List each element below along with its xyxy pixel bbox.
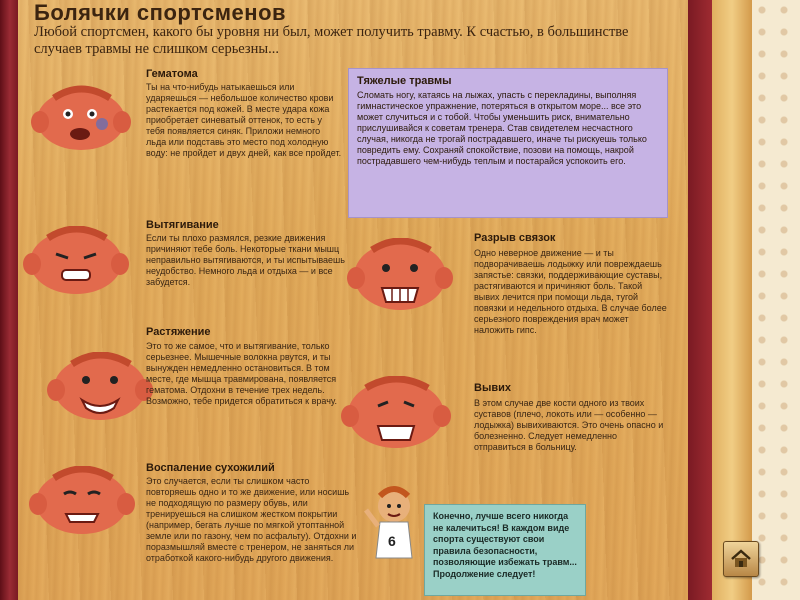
right-pattern-band bbox=[752, 0, 800, 600]
tendon-text: Это случается, если ты слишком часто повторяешь одно и то же движение, или носишь не подходящую по размеру обувь, или тренируешься на слишком жестком покрытии (например, бегать лучше по мягкой утоптанной земле или по газону, чем по асфальту). Отдохни и поразмышляй вместе с тренером, не заняться ли отработкой какого-нибудь другого движения. bbox=[146, 476, 357, 563]
right-decorative-strip bbox=[688, 0, 800, 600]
face-illustration-stretch bbox=[18, 226, 130, 298]
sprain-heading: Растяжение bbox=[146, 326, 211, 338]
serious-injuries-heading: Тяжелые травмы bbox=[357, 75, 452, 87]
face-illustration-dislocation bbox=[336, 376, 454, 456]
stretch-heading: Вытягивание bbox=[146, 219, 219, 231]
dislocation-text: В этом случае две кости одного из твоих суставов (плечо, локоть или — особенно — лодыжка) вывихиваются. Это очень опасно и болезненно. Следует немедленно отправиться в больницу. bbox=[474, 398, 664, 452]
kid-jersey-number: 6 bbox=[388, 533, 396, 549]
home-button[interactable] bbox=[723, 541, 759, 577]
right-border-band bbox=[688, 0, 712, 600]
conclusion-note-box bbox=[424, 504, 586, 596]
tendon-heading: Воспаление сухожилий bbox=[146, 462, 275, 474]
dislocation-heading: Вывих bbox=[474, 382, 511, 394]
left-frame-border bbox=[0, 0, 18, 600]
serious-injuries-text: Сломать ногу, катаясь на лыжах, упасть с перекладины, выполняя гимнастическое упражнение, потеряться в открытом море... все это может случиться и с тобой. Чтобы уменьшить риск, внимательно прислушивайся к советам тренера. Став свидетелем несчастного случая, никогда не трогай пострадавшего, иначе ты рискуешь только повредить ему. Сохраняй спокойствие, позови на помощь, накрой пострадавшего чем-нибудь теплым и постарайся успокоить его. bbox=[357, 90, 647, 166]
tendon-text-top bbox=[146, 476, 358, 564]
ligament-text: Одно неверное движение — и ты подворачиваешь лодыжку или повреждаешь запястье: связки, поддерживающие суставы, растягиваются и причиняют боль. Такой вывих лечится при помощи льда, тугой повязки и недельного отдыха. В случае более серьезного повреждения врач может наложить гипс. bbox=[474, 248, 667, 335]
page-title: Болячки спортсменов bbox=[34, 0, 287, 25]
sprain-text: Это то же самое, что и вытягивание, только серьезнее. Мышечные волокна рвутся, и ты вынужден немедленно остановиться. В том месте, где мышца травмирована, появляется гематома. Отдохни в течение трех недель. Возможно, тебе придется обратиться к врачу. bbox=[146, 341, 337, 406]
right-gold-band bbox=[712, 0, 752, 600]
slide-page bbox=[18, 0, 688, 600]
hematoma-text: Ты на что-нибудь натыкаешься или ударяешься — небольшое количество крови растекается под кожей. В месте удара кожа приобретает синеватый оттенок, то есть у тебя появляется синяк. Приложи немного льда или подставь это место под холодную воду: не пройдет и двух дней, как все пройдет. bbox=[146, 82, 342, 158]
serious-injuries-box bbox=[348, 68, 668, 218]
face-illustration-sprain bbox=[42, 352, 154, 426]
hematoma-heading: Гематома bbox=[146, 68, 198, 80]
face-illustration-tendon bbox=[24, 466, 136, 538]
ligament-heading: Разрыв связок bbox=[474, 232, 556, 244]
face-illustration-hematoma bbox=[26, 84, 134, 154]
kid-pointing-illustration bbox=[362, 486, 426, 562]
stretch-text: Если ты плохо размялся, резкие движения причиняют тебе боль. Некоторые ткани мышц неправильно вытягиваются, и ты испытываешь неудобство. Немного льда и отдыха — и все забудется. bbox=[146, 233, 345, 287]
face-illustration-ligament bbox=[344, 238, 456, 320]
page-intro: Любой спортсмен, какого бы уровня ни был, может получить травму. К счастью, в большинстве случаев травмы не слишком серьезны... bbox=[34, 24, 629, 57]
conclusion-note-text: Конечно, лучше всего никогда не калечиться! В каждом виде спорта существуют свои правила безопасности, позволяющие избежать травм... Продолжение следует! bbox=[433, 511, 577, 579]
home-icon bbox=[729, 547, 753, 571]
